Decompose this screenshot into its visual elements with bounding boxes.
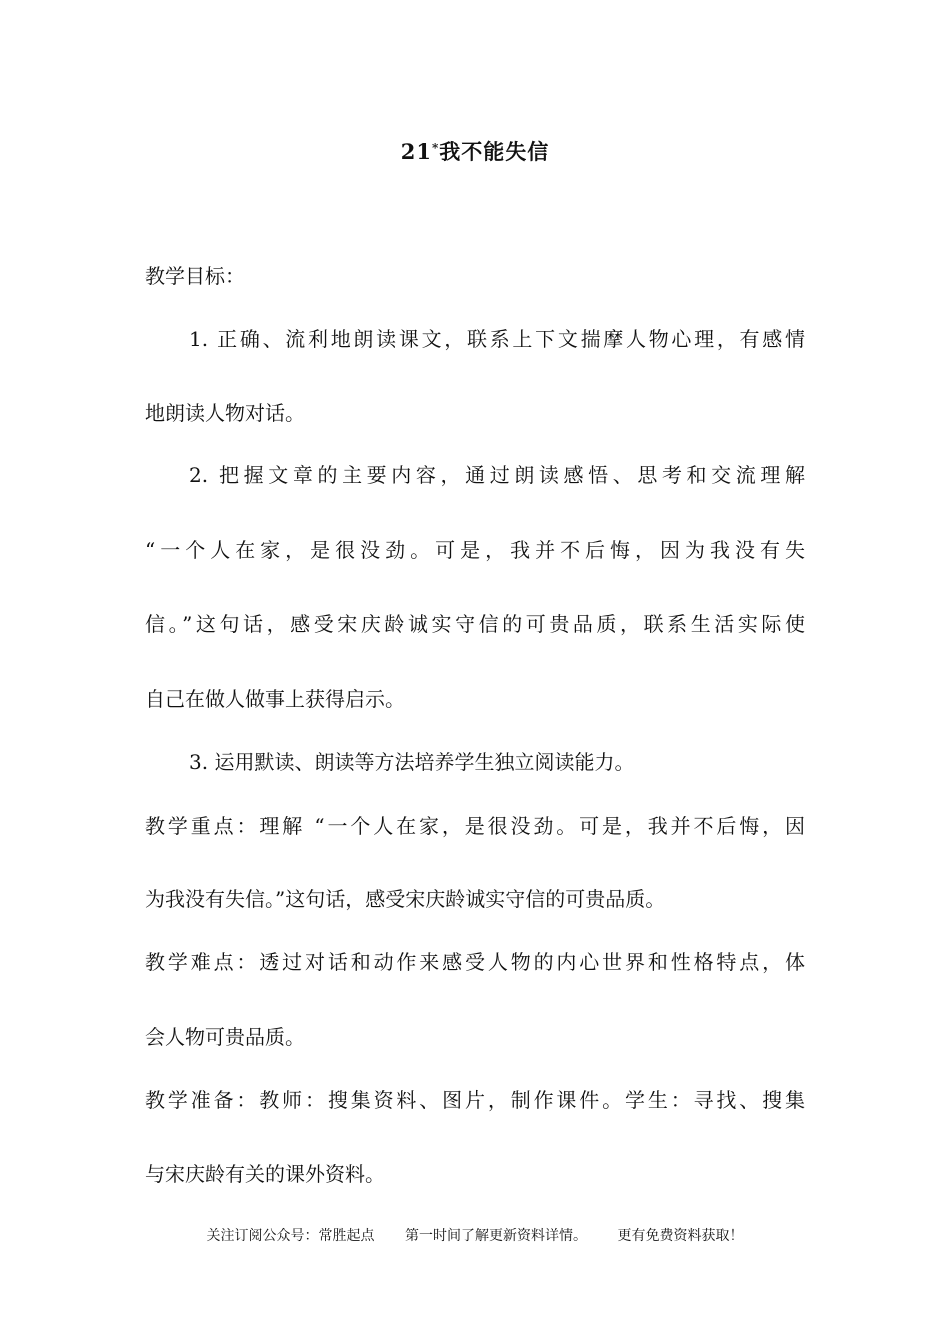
- title-asterisk: *: [431, 141, 440, 155]
- page-title: [0, 136, 950, 166]
- objective-3-line: 3. 运用默读、朗读等方法培养学生独立阅读能力。: [189, 750, 635, 774]
- difficulty-line-1: 教学难点：透过对话和动作来感受人物的内心世界和性格特点，体: [145, 950, 805, 974]
- difficulty-line-2: 会人物可贵品质。: [145, 1025, 305, 1049]
- objectives-heading: 教学目标：: [145, 264, 245, 288]
- key-point-line-2: 为我没有失信。”这句话，感受宋庆龄诚实守信的可贵品质。: [145, 887, 666, 911]
- title-number: 21: [400, 139, 432, 164]
- preparation-line-2: 与宋庆龄有关的课外资料。: [145, 1162, 385, 1186]
- page-footer: [0, 1226, 950, 1246]
- objective-2-line-2: “一个人在家，是很没劲。可是，我并不后悔，因为我没有失: [145, 538, 805, 562]
- title-text: 我不能失信: [439, 139, 550, 164]
- objective-2-line-3: 信。”这句话，感受宋庆龄诚实守信的可贵品质，联系生活实际使: [145, 612, 805, 636]
- preparation-line-1: 教学准备：教师：搜集资料、图片，制作课件。学生：寻找、搜集: [145, 1088, 805, 1112]
- footer-subscribe: 关注订阅公众号：常胜起点: [206, 1228, 375, 1244]
- objective-1-line-2: 地朗读人物对话。: [145, 401, 305, 425]
- objective-1-line-1: 1. 正确、流利地朗读课文，联系上下文揣摩人物心理，有感情: [189, 327, 805, 351]
- key-point-line-1: 教学重点：理解 “一个人在家，是很没劲。可是，我并不后悔，因: [145, 814, 805, 838]
- objective-2-line-4: 自己在做人做事上获得启示。: [145, 687, 405, 711]
- footer-update-notice: 第一时间了解更新资料详情。: [405, 1228, 587, 1244]
- footer-free-material: 更有免费资料获取！: [617, 1228, 744, 1244]
- objective-2-line-1: 2. 把握文章的主要内容，通过朗读感悟、思考和交流理解: [189, 463, 805, 487]
